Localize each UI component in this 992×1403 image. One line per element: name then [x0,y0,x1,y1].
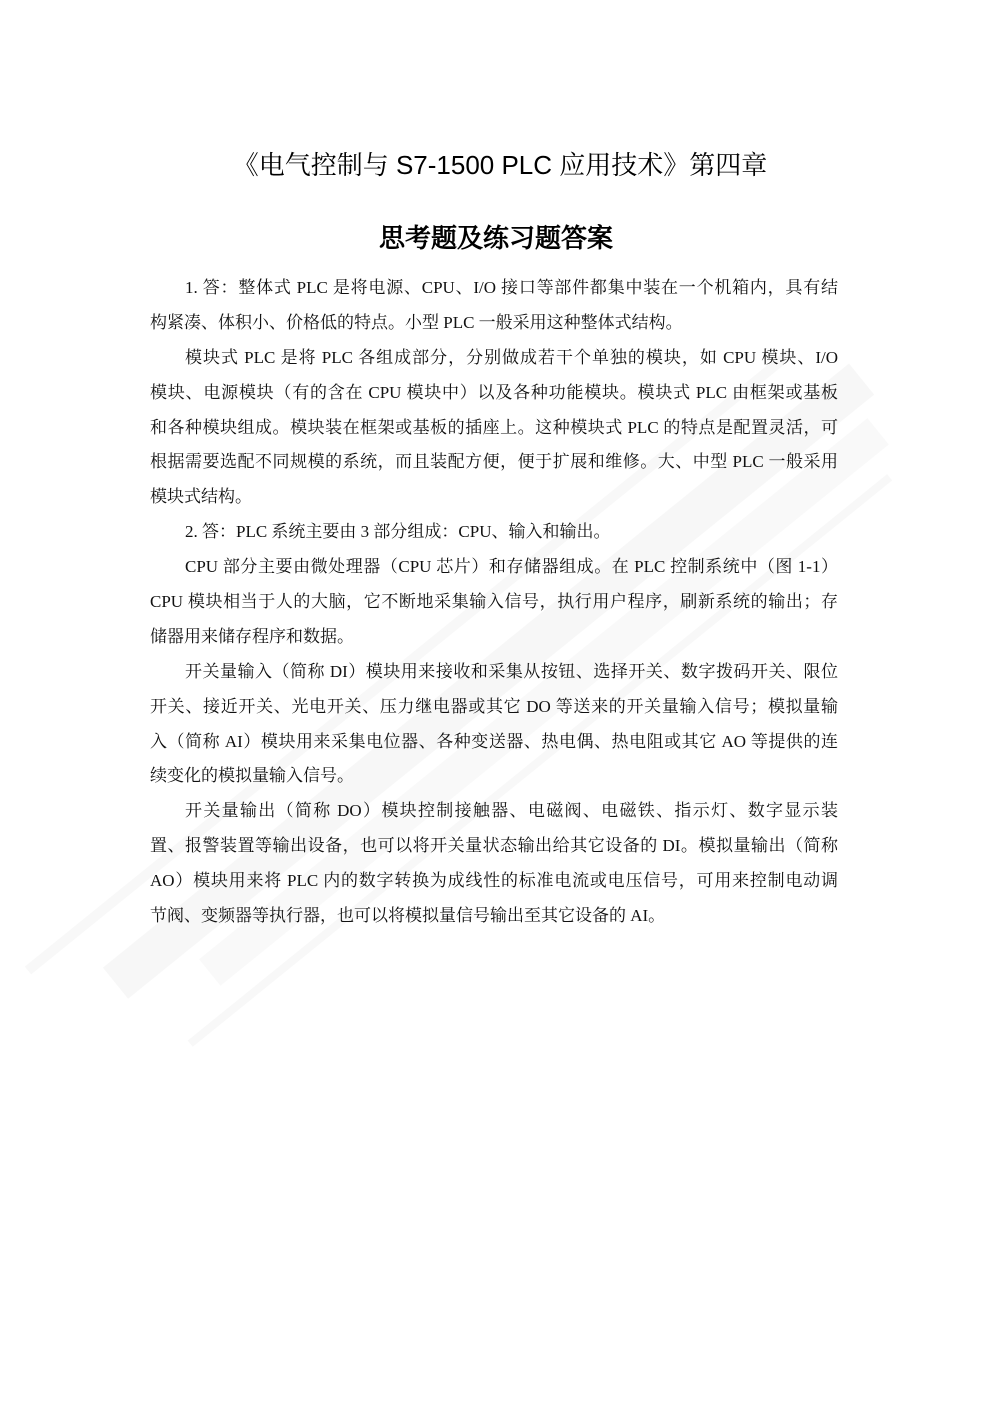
paragraph-line: AO）模块用来将 PLC 内的数字转换为成线性的标准电流或电压信号，可用来控制电动调 [150,871,838,891]
page-subtitle: 思考题及练习题答案 [378,223,613,253]
paragraph-3 [150,515,838,550]
paragraph-line: CPU 模块相当于人的大脑，它不断地采集输入信号，执行用户程序，刷新系统的输出；存 [150,592,838,612]
paragraph-1 [150,271,838,341]
paragraph-line: 根据需要选配不同规模的系统，而且装配方便，便于扩展和维修。大、中型 PLC 一般采用 [150,452,838,472]
paragraph-line: 储器用来储存程序和数据。 [150,626,354,646]
paragraph-line: 2. 答：PLC 系统主要由 3 部分组成：CPU、输入和输出。 [185,522,611,542]
paragraph-line: 入（简称 AI）模块用来采集电位器、各种变送器、热电偶、热电阻或其它 AO 等提供的连 [150,731,838,751]
paragraph-line: 续变化的模拟量输入信号。 [150,766,354,786]
paragraph-line: 开关、接近开关、光电开关、压力继电器或其它 DO 等送来的开关量输入信号；模拟量输 [150,696,838,716]
paragraph-line: 模块式 PLC 是将 PLC 各组成部分，分别做成若干个单独的模块，如 CPU 模块、I/O [185,347,838,367]
paragraph-line: 开关量输出（简称 DO）模块控制接触器、电磁阀、电磁铁、指示灯、数字显示装 [185,801,838,821]
paragraph-line: 节阀、变频器等执行器，也可以将模拟量信号输出至其它设备的 AI。 [150,906,666,926]
paragraph-line: 构紧凑、体积小、价格低的特点。小型 PLC 一般采用这种整体式结构。 [150,312,683,332]
page-title: 《电气控制与 S7-1500 PLC 应用技术》第四章 [232,150,768,180]
paragraph-line: CPU 部分主要由微处理器（CPU 芯片）和存储器组成。在 PLC 控制系统中（图 1-1） [185,557,838,577]
paragraph-line: 置、报警装置等输出设备，也可以将开关量状态输出给其它设备的 DI。模拟量输出（简称 [150,836,838,856]
paragraph-line: 模块、电源模块（有的含在 CPU 模块中）以及各种功能模块。模块式 PLC 由框架或基板 [150,382,838,402]
paragraph-line: 和各种模块组成。模块装在框架或基板的插座上。这种模块式 PLC 的特点是配置灵活，可 [150,417,838,437]
paragraph-2 [150,341,838,515]
paragraph-line: 开关量输入（简称 DI）模块用来接收和采集从按钮、选择开关、数字拨码开关、限位 [185,661,838,681]
paragraph-line: 1. 答：整体式 PLC 是将电源、CPU、I/O 接口等部件都集中装在一个机箱内，具有结 [185,278,838,297]
paragraph-6 [150,794,838,934]
paragraph-line: 模块式结构。 [150,487,252,507]
paragraph-4 [150,550,838,655]
paragraph-5 [150,655,838,795]
document-body [150,271,838,934]
